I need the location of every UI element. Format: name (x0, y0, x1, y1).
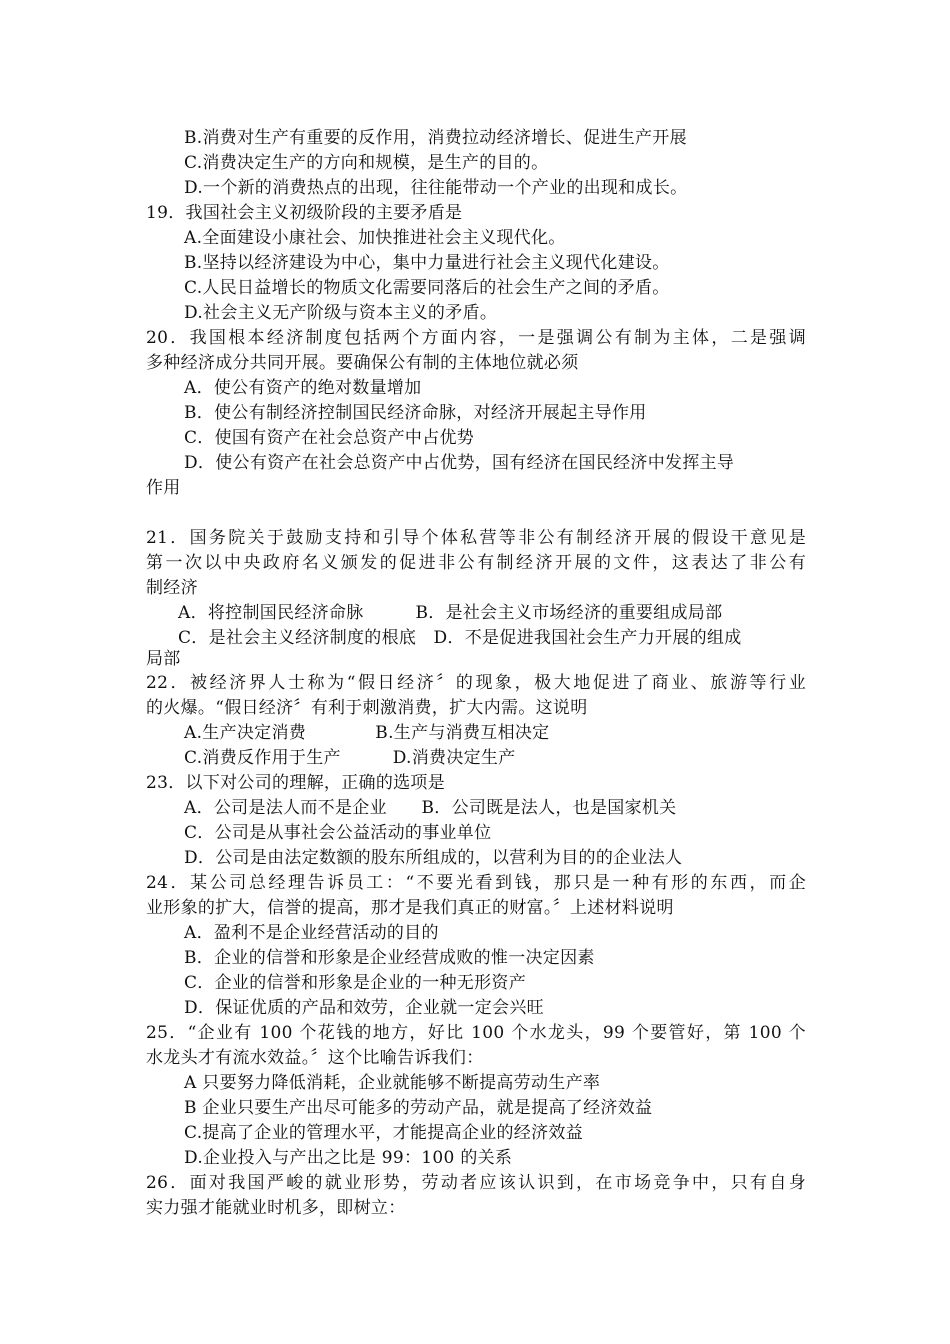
q19-stem: 19．我国社会主义初级阶段的主要矛盾是 (146, 203, 463, 223)
q24-stem-line-2: 业形象的扩大，信誉的提高，那才是我们真正的财富。〞上述材料说明 (146, 898, 674, 918)
q22-options-a-b: A.生产决定消费 B.生产与消费互相决定 (184, 723, 550, 743)
q23-stem: 23．以下对公司的理解，正确的选项是 (146, 773, 446, 793)
q19-option-a: A.全面建设小康社会、加快推进社会主义现代化。 (184, 228, 566, 248)
q25-option-b: B 企业只要生产出尽可能多的劳动产品，就是提高了经济效益 (184, 1098, 653, 1118)
q18-option-b: B.消费对生产有重要的反作用，消费拉动经济增长、促进生产开展 (184, 128, 687, 148)
q23-option-c: C．公司是从事社会公益活动的事业单位 (184, 823, 492, 843)
q24-option-c: C．企业的信誉和形象是企业的一种无形资产 (184, 973, 527, 993)
q25-stem-line-1: 25．“企业有 100 个花钱的地方，好比 100 个水龙头，99 个要管好，第 100 个 (146, 1023, 806, 1043)
q25-stem-line-2: 水龙头才有流水效益。〞这个比喻告诉我们： (146, 1048, 484, 1068)
q20-stem-line-2: 多种经济成分共同开展。要确保公有制的主体地位就必须 (146, 353, 579, 373)
q24-option-b: B．企业的信誉和形象是企业经营成败的惟一决定因素 (184, 948, 595, 968)
q22-stem-line-1: 22．被经济界人士称为“假日经济〞的现象，极大地促进了商业、旅游等行业 (146, 673, 806, 693)
q26-stem-line-2: 实力强才能就业时机多，即树立： (146, 1198, 406, 1218)
q20-option-b: B．使公有制经济控制国民经济命脉，对经济开展起主导作用 (184, 403, 647, 423)
q21-options-a-b: A．将控制国民经济命脉 B．是社会主义市场经济的重要组成局部 (178, 603, 723, 623)
q21-options-c-d-line-2: 局部 (146, 649, 181, 669)
q21-stem-line-3: 制经济 (146, 578, 198, 598)
q25-option-d: D.企业投入与产出之比是 99：100 的关系 (184, 1148, 513, 1168)
q19-option-d: D.社会主义无产阶级与资本主义的矛盾。 (184, 303, 498, 323)
q24-option-a: A．盈利不是企业经营活动的目的 (184, 923, 439, 943)
q21-stem-line-1: 21．国务院关于鼓励支持和引导个体私营等非公有制经济开展的假设干意见是 (146, 528, 806, 548)
q26-stem-line-1: 26．面对我国严峻的就业形势，劳动者应该认识到，在市场竞争中，只有自身 (146, 1173, 806, 1193)
q23-options-a-b: A．公司是法人而不是企业 B．公司既是法人，也是国家机关 (184, 798, 677, 818)
q20-option-d-line-1: D．使公有资产在社会总资产中占优势，国有经济在国民经济中发挥主导 (184, 453, 735, 473)
q19-option-b: B.坚持以经济建设为中心，集中力量进行社会主义现代化建设。 (184, 253, 670, 273)
q23-option-d: D．公司是由法定数额的股东所组成的，以营利为目的的企业法人 (184, 848, 683, 868)
q25-option-c: C.提高了企业的管理水平，才能提高企业的经济效益 (184, 1123, 584, 1143)
q22-stem-line-2: 的火爆。“假日经济〞有利于刺激消费，扩大内需。这说明 (146, 698, 588, 718)
q18-option-c: C.消费决定生产的方向和规模，是生产的目的。 (184, 153, 549, 173)
q24-option-d: D．保证优质的产品和效劳，企业就一定会兴旺 (184, 998, 544, 1018)
q21-options-c-d-line-1: C．是社会主义经济制度的根底 D．不是促进我国社会生产力开展的组成 (178, 628, 742, 648)
q20-stem-line-1: 20．我国根本经济制度包括两个方面内容，一是强调公有制为主体，二是强调 (146, 328, 806, 348)
q22-options-c-d: C.消费反作用于生产 D.消费决定生产 (184, 748, 516, 768)
q25-option-a: A 只要努力降低消耗，企业就能够不断提高劳动生产率 (184, 1073, 601, 1093)
q20-option-a: A．使公有资产的绝对数量增加 (184, 378, 422, 398)
q24-stem-line-1: 24．某公司总经理告诉员工：“不要光看到钱，那只是一种有形的东西，而企 (146, 873, 806, 893)
q21-stem-line-2: 第一次以中央政府名义颁发的促进非公有制经济开展的文件，这表达了非公有 (146, 553, 806, 573)
q20-option-c: C．使国有资产在社会总资产中占优势 (184, 428, 475, 448)
q20-option-d-line-2: 作用 (146, 478, 181, 498)
q18-option-d: D.一个新的消费热点的出现，往往能带动一个产业的出现和成长。 (184, 178, 688, 198)
q19-option-c: C.人民日益增长的物质文化需要同落后的社会生产之间的矛盾。 (184, 278, 670, 298)
